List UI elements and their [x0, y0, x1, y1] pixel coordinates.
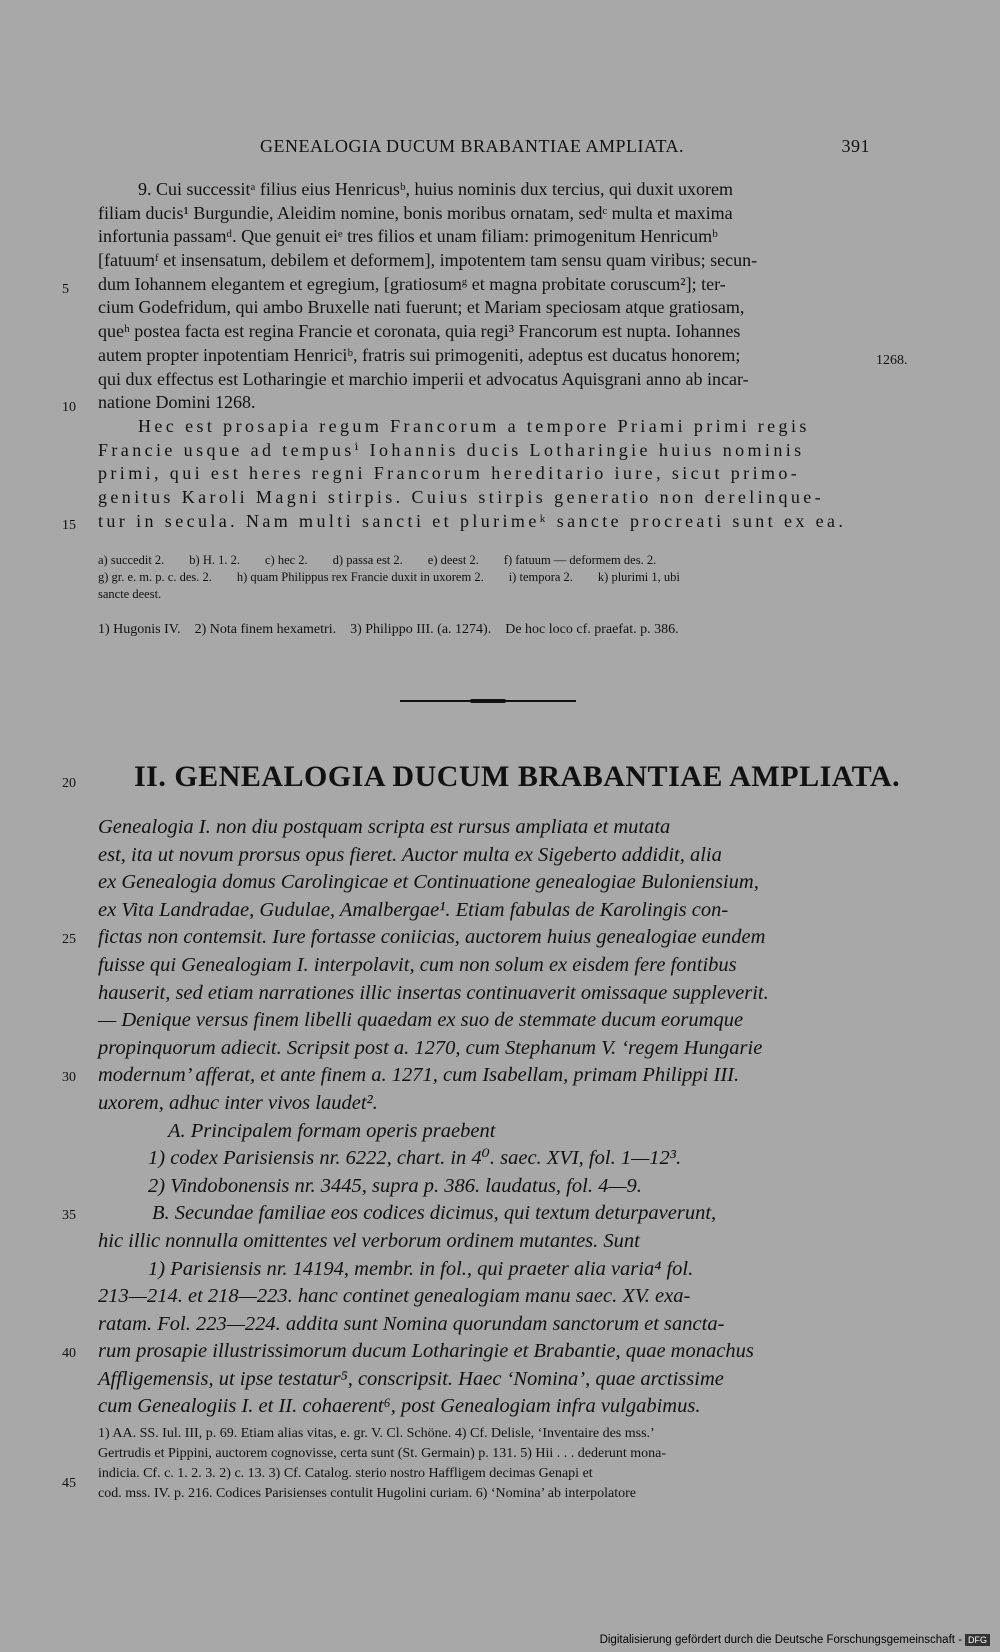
- page-number: 391: [841, 136, 870, 156]
- text-line: A. Principalem formam operis praebent: [168, 1119, 496, 1142]
- text-line: rum prosapie illustrissimorum ducum Lotharingie et Brabantie, quae monachus: [98, 1340, 754, 1363]
- source-notes: 1) Hugonis IV. 2) Nota finem hexametri. 3) Philippo III. (a. 1274). De hoc loco cf. praefat. p. 386.: [98, 622, 679, 637]
- variant-notes: [98, 552, 872, 603]
- text-line: B. Secundae familiae eos codices dicimus, qui textum deturpaverunt,: [152, 1202, 717, 1225]
- line-number: 15: [62, 518, 76, 533]
- text-line: genitus Karoli Magni stirpis. Cuius stirpis generatio non derelinque-: [98, 487, 825, 508]
- text-line: 1) codex Parisiensis nr. 6222, chart. in 4⁰. saec. XVI, fol. 1—12³.: [148, 1147, 682, 1170]
- text-line: uxorem, adhuc inter vivos laudet².: [98, 1091, 378, 1114]
- text-line: autem propter inpotentiam Henriciᵇ, fratris sui primogeniti, adeptus est ducatus honorem;: [98, 344, 741, 365]
- note-line: sancte deest.: [98, 587, 162, 601]
- text-line: hic illic nonnulla omittentes vel verborum ordinem mutantes. Sunt: [98, 1229, 640, 1252]
- line-number: 30: [62, 1070, 76, 1085]
- line-number: 40: [62, 1346, 76, 1361]
- text-line: fictas non contemsit. Iure fortasse coniicias, auctorem huius genealogiae eundem: [98, 926, 766, 949]
- text-line: filiam ducis¹ Burgundie, Aleidim nomine, bonis moribus ornatam, sedᶜ multa et maxima: [98, 202, 733, 223]
- note-line: a) succedit 2. b) H. 1. 2. c) hec 2. d) passa est 2. e) deest 2. f) fatuum — deformem des. 2.: [98, 553, 657, 567]
- text-line: 213—214. et 218—223. hanc continet genealogiam manu saec. XV. exa-: [98, 1285, 691, 1308]
- text-line: est, ita ut novum prorsus opus fieret. Auctor multa ex Sigeberto addidit, alia: [98, 843, 722, 866]
- header-title: GENEALOGIA DUCUM BRABANTIAE AMPLIATA.: [260, 136, 685, 156]
- note-line: indicia. Cf. c. 1. 2. 3. 2) c. 13. 3) Cf. Catalog. sterio nostro Haffligem decimas Genapi et: [98, 1466, 593, 1481]
- text-line: cum Genealogiis I. et II. cohaerent⁶, post Genealogiam infra vulgabimus.: [98, 1395, 701, 1418]
- text-line: 2) Vindobonensis nr. 3445, supra p. 386. laudatus, fol. 4—9.: [148, 1174, 642, 1197]
- text-line: propinquorum adiecit. Scripsit post a. 1270, cum Stephanum V. ‘regem Hungarie: [98, 1036, 763, 1059]
- margin-year: 1268.: [876, 353, 908, 368]
- text-line: ratam. Fol. 223—224. addita sunt Nomina quorundam sanctorum et sancta-: [98, 1312, 725, 1335]
- text-line: fuisse qui Genealogiam I. interpolavit, cum non solum ex eisdem fere fontibus: [98, 953, 737, 976]
- note-line: cod. mss. IV. p. 216. Codices Parisienses contulit Hugolini curiam. 6) ‘Nomina’ ab interpolatore: [98, 1486, 636, 1501]
- text-line: tur in secula. Nam multi sancti et plurimeᵏ sancte procreati sunt ex ea.: [98, 510, 847, 531]
- note-line: Gertrudis et Pippini, auctorem cognovisse, certa sunt (St. Germain) p. 131. 5) Hii . . . dederunt mona-: [98, 1446, 667, 1461]
- dfg-logo: DFG: [965, 1634, 990, 1646]
- text-line: Genealogia I. non diu postquam scripta est rursus ampliata et mutata: [98, 816, 671, 838]
- text-line: qui dux effectus est Lotharingie et marchio imperii et advocatus Aquisgrani anno ab incar-: [98, 368, 749, 389]
- text-line: natione Domini 1268.: [98, 392, 256, 413]
- line-number: 45: [62, 1476, 76, 1491]
- text-line: ex Vita Landradae, Gudulae, Amalbergae¹. Etiam fabulas de Karolingis con-: [98, 898, 729, 921]
- paragraph-hec: [98, 415, 872, 533]
- note-line: g) gr. e. m. p. c. des. 2. h) quam Philippus rex Francie duxit in uxorem 2. i) tempora 2. k) plurimi 1, ubi: [98, 570, 680, 584]
- text-line: ex Genealogia domus Carolingicae et Continuatione genealogiae Buloniensium,: [98, 871, 759, 894]
- section-heading: II. GENEALOGIA DUCUM BRABANTIAE AMPLIATA.: [134, 760, 901, 793]
- text-line: — Denique versus finem libelli quaedam ex suo de stemmate ducum eorumque: [98, 1009, 744, 1032]
- section-divider: [400, 700, 576, 702]
- text-line: cium Godefridum, qui ambo Bruxelle nati fuerunt; et Mariam speciosam atque gratiosam,: [98, 297, 745, 318]
- text-line: Affligemensis, ut ipse testatur⁵, conscripsit. Haec ‘Nomina’, quae arctissime: [98, 1367, 724, 1390]
- text-line: 1) Parisiensis nr. 14194, membr. in fol., qui praeter alia varia⁴ fol.: [148, 1257, 694, 1280]
- line-number: 20: [62, 776, 76, 791]
- bottom-footnotes: [98, 1424, 872, 1504]
- text-line: queʰ postea facta est regina Francie et coronata, quia regi³ Francorum est nupta. Iohannes: [98, 321, 741, 342]
- text-line: 9. Cui successitᵃ filius eius Henricusᵇ, huius nominis dux tercius, qui duxit uxorem: [138, 179, 733, 199]
- text-line: hauserit, sed etiam narrationes illic insertas continuaverit omissaque suppleverit.: [98, 981, 769, 1004]
- line-number: 25: [62, 932, 76, 947]
- text-line: [fatuumᶠ et insensatum, debilem et deformem], impotentem tam sensu quam viribus; secun-: [98, 250, 758, 271]
- text-line: primi, qui est heres regni Francorum hereditario iure, sicut primo-: [98, 463, 801, 484]
- text-line: infortunia passamᵈ. Que genuit eiᵉ tres filios et unam filiam: primogenitum Henricumᵇ: [98, 226, 718, 247]
- text-line: Hec est prosapia regum Francorum a tempore Priami primi regis: [138, 416, 810, 436]
- paragraph-9: [98, 178, 872, 415]
- introduction-text: [98, 814, 872, 1421]
- text-line: Francie usque ad tempusⁱ Iohannis ducis Lotharingie huius nominis: [98, 439, 805, 460]
- text-line: modernum’ afferat, et ante finem a. 1271, cum Isabellam, primam Philippi III.: [98, 1064, 740, 1087]
- digitization-credit: [600, 1634, 990, 1646]
- line-number: 10: [62, 400, 76, 415]
- line-number: 35: [62, 1208, 76, 1223]
- note-line: 1) AA. SS. Iul. III, p. 69. Etiam alias vitas, e. gr. V. Cl. Schöne. 4) Cf. Delisle, ‘Inventaire des mss.’: [98, 1426, 655, 1441]
- credit-text: Digitalisierung gefördert durch die Deutsche Forschungsgemeinschaft -: [599, 1634, 962, 1646]
- line-number: 5: [62, 282, 69, 297]
- text-line: dum Iohannem elegantem et egregium, [gratiosumᵍ et magna probitate coruscum²]; ter-: [98, 273, 726, 294]
